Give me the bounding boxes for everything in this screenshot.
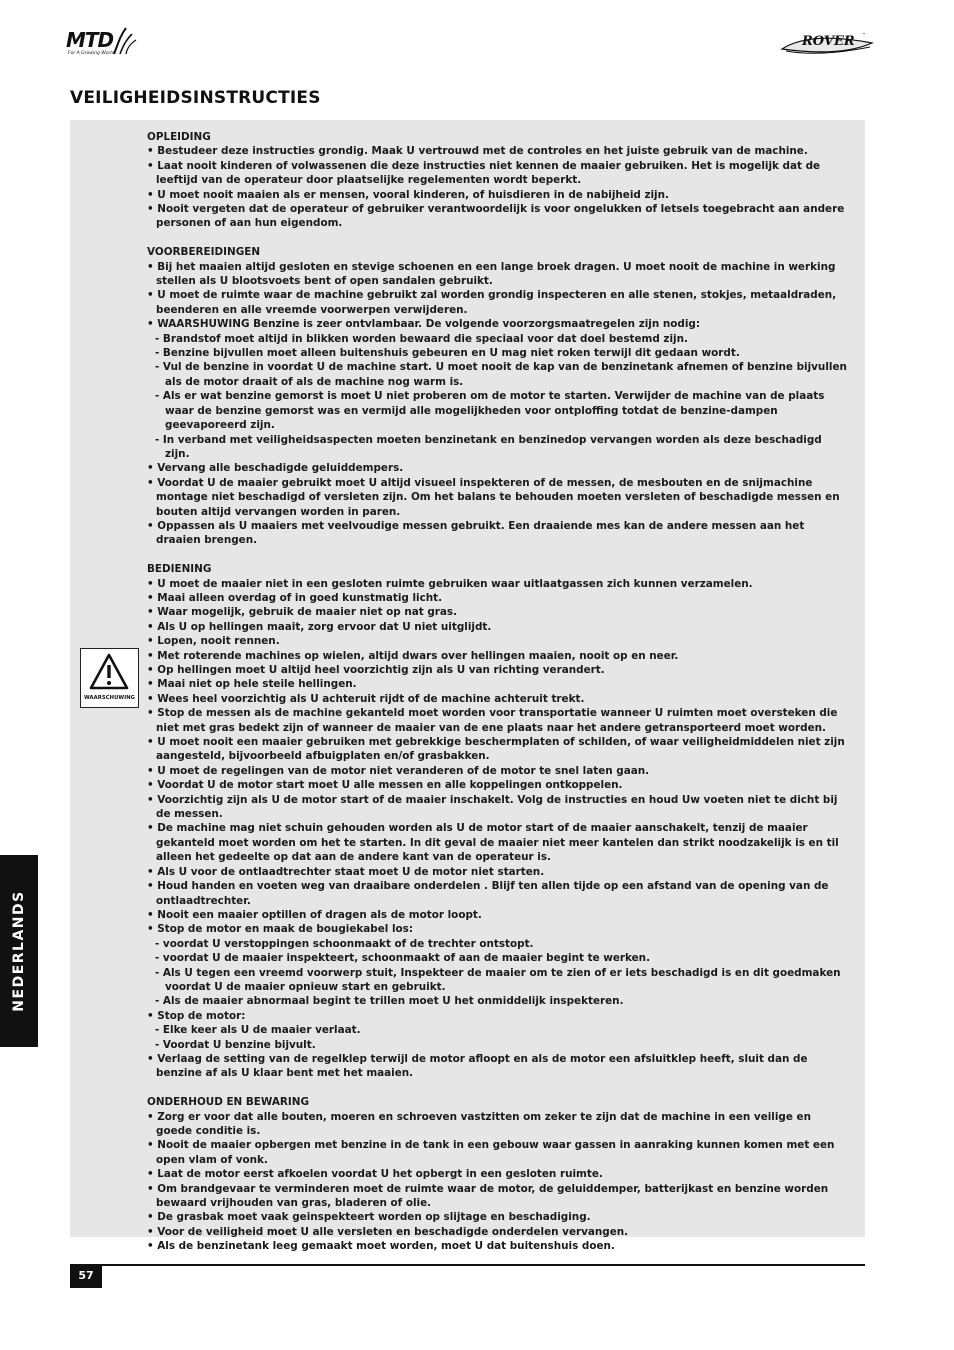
- sub-list-item: - Brandstof moet altijd in blikken worden bewaard die speciaal voor dat doel bestemd zijn.: [155, 332, 688, 345]
- sub-list-item: - Als er wat benzine gemorst is moet U niet proberen om de motor te starten. Verwijder de machine van de plaats waar de benzine gemorst was en vermijd alle mogelijkheden voor ontploffing totdat de benzine-dampen geevaporeerd zijn.: [155, 390, 825, 432]
- list-item: • Nooit vergeten dat de operateur of gebruiker verantwoordelijk is voor ongelukken of letsels toegebracht aan andere personen of aan hun eigendom.: [147, 203, 845, 230]
- rover-logo-text: ROVER: [802, 34, 855, 49]
- list-item: • Stop de messen als de machine gekanteld moet worden voor transportatie wanneer U ruimten moet oversteken die niet met gras bedekt zijn of wanneer de maaier van de ene plaats naar het andere getransporteerd moet worden.: [147, 707, 838, 734]
- language-tab: [0, 855, 38, 1047]
- section-spacer: [147, 548, 847, 562]
- section-heading: OPLEIDING: [147, 131, 211, 143]
- list-item: • Laat de motor eerst afkoelen voordat U het opbergt in een gesloten ruimte.: [147, 1168, 603, 1181]
- sub-list-item: - voordat U de maaier inspekteert, schoonmaakt of aan de maaier begint te werken.: [155, 952, 651, 965]
- list-item: • Met roterende machines op wielen, altijd dwars over hellingen maaien, nooit op en neer.: [147, 649, 679, 662]
- list-item: • Op hellingen moet U altijd heel voorzichtig zijn als U van richting verandert.: [147, 664, 605, 676]
- list-item: • Als de benzinetank leeg gemaakt moet worden, moet U dat buitenshuis doen.: [147, 1240, 615, 1253]
- list-item: • U moet de maaier niet in een gesloten ruimte gebruiken waar uitlaatgassen zich kunnen verzamelen.: [147, 577, 753, 590]
- list-item: • Maai niet op hele steile hellingen.: [147, 678, 357, 691]
- list-item: • Om brandgevaar te verminderen moet de ruimte waar de motor, de geluiddemper, batterijkast en benzine worden bewaard vrijhouden van gras, bladeren of olie.: [147, 1182, 829, 1210]
- list-item: • U moet nooit een maaier gebruiken met gebrekkige beschermplaten of schilden, of waar veiligheidmiddelen niet zijn aangesteld, bijvoorbeeld afbuigplaten en/of grasbakken.: [147, 736, 845, 763]
- warning-triangle-icon: [89, 653, 129, 691]
- sub-list-item: - Vul de benzine in voordat U de machine start. U moet nooit de kap van de benzinetank afnemen of benzine bijvullen als de motor draait of als de machine nog warm is.: [155, 361, 847, 388]
- mtd-logo-text: MTD: [66, 28, 114, 52]
- list-item: • De grasbak moet vaak geinspekteert worden op slijtage en beschadiging.: [147, 1211, 591, 1224]
- list-item: • Oppassen als U maaiers met veelvoudige messen gebruikt. Een draaiende mes kan de andere messen aan het draaien brengen.: [147, 519, 805, 547]
- mtd-grass-icon: [112, 26, 138, 56]
- mtd-logo: [66, 26, 140, 60]
- instructions-content: [147, 130, 847, 1254]
- warning-symbol: [80, 648, 139, 708]
- list-item: • Als U op hellingen maait, zorg ervoor dat U niet uitglijdt.: [147, 620, 492, 633]
- list-item: • Voordat U de motor start moet U alle messen en alle koppelingen ontkoppelen.: [147, 779, 623, 792]
- list-item: • U moet de ruimte waar de machine gebruikt zal worden grondig inspecteren en alle stenen, stokjes, metaaldraden, beenderen en alle vreemde voorwerpen verwijderen.: [147, 289, 837, 316]
- list-item: • Vervang alle beschadigde geluiddempers.: [147, 462, 404, 475]
- list-item: • Houd handen en voeten weg van draaibare onderdelen . Blijf ten allen tijde op een afstand van de opening van de ontlaadtrechter.: [147, 880, 829, 907]
- list-item: • Verlaag de setting van de regelklep terwijl de motor afloopt en als de motor een afsluitklep heeft, sluit dan de benzine af als U klaar bent met het maaien.: [147, 1052, 808, 1080]
- rover-emblem-icon: [780, 27, 876, 59]
- sub-list-item: - Als de maaier abnormaal begint te trillen moet U het onmiddelijk inspekteren.: [155, 995, 624, 1008]
- list-item: • Laat nooit kinderen of volwassenen die deze instructies niet kennen de maaier gebruiken. Het is mogelijk dat de leeftijd van de operateur door plaatselijke regelementen wordt beperkt.: [147, 159, 821, 187]
- list-item: • Als U voor de ontlaadtrechter staat moet U de motor niet starten.: [147, 865, 545, 878]
- list-item: • WAARSHUWING Benzine is zeer ontvlambaar. De volgende voorzorgsmaatregelen zijn nodig:: [147, 318, 701, 331]
- list-item: • Waar mogelijk, gebruik de maaier niet op nat gras.: [147, 606, 458, 619]
- sub-list-item: - voordat U verstoppingen schoonmaakt of de trechter ontstopt.: [155, 937, 534, 950]
- list-item: • U moet de regelingen van de motor niet veranderen of de motor te snel laten gaan.: [147, 764, 650, 777]
- language-tab-label: NEDERLANDS: [11, 890, 27, 1012]
- list-item: • U moet nooit maaien als er mensen, vooral kinderen, of huisdieren in de nabijheid zijn.: [147, 188, 669, 201]
- list-item: • Voor de veiligheid moet U alle versleten en beschadigde onderdelen vervangen.: [147, 1225, 629, 1238]
- section-spacer: [147, 231, 847, 245]
- list-item: • Voordat U de maaier gebruikt moet U altijd visueel inspekteren of de messen, de mesbouten en de snijmachine montage niet beschadigd of versleten zijn. Om het balans te behouden moeten versleten of beschadigde messen en bouten altijd vervangen worden in paren.: [147, 476, 840, 518]
- list-item: • Stop de motor:: [147, 1009, 246, 1022]
- section-heading: ONDERHOUD EN BEWARING: [147, 1096, 310, 1109]
- list-item: • Nooit de maaier opbergen met benzine in de tank in een gebouw waar gassen in aanraking kunnen komen met een open vlam of vonk.: [147, 1139, 835, 1166]
- list-item: • Maai alleen overdag of in goed kunstmatig licht.: [147, 591, 443, 604]
- footer-rule: [70, 1264, 865, 1266]
- sub-list-item: - Voordat U benzine bijvult.: [155, 1038, 316, 1051]
- list-item: • Wees heel voorzichtig als U achteruit rijdt of de machine achteruit trekt.: [147, 692, 585, 705]
- list-item: • Bij het maaien altijd gesloten en stevige schoenen en een lange broek dragen. U moet nooit de machine in werking stellen als U blootsvoets bent of open sandalen gebruikt.: [147, 260, 836, 288]
- page-number: 57: [70, 1264, 102, 1288]
- section-spacer: [147, 1081, 847, 1095]
- page-title: VEILIGHEIDSINSTRUCTIES: [70, 88, 321, 108]
- sub-list-item: - Als U tegen een vreemd voorwerp stuit, Inspekteer de maaier om te zien of er iets beschadigd is en dit goedmaken voordat U de maaier opnieuw start en gebruikt.: [155, 966, 841, 993]
- sub-list-item: - In verband met veiligheidsaspecten moeten benzinetank en benzinedop vervangen worden als deze beschadigd zijn.: [155, 433, 822, 460]
- section-heading: VOORBEREIDINGEN: [147, 246, 261, 259]
- rover-tm: ™: [862, 32, 866, 37]
- section-heading: BEDIENING: [147, 563, 212, 576]
- sub-list-item: - Elke keer als U de maaier verlaat.: [155, 1024, 361, 1037]
- list-item: • De machine mag niet schuin gehouden worden als U de motor start of de maaier aanschakelt, tenzij de maaier gekanteld moet worden om het te starten. In dit geval de maaier niet meer kantelen dan strikt noodzakelijk is en til alleen het gedeelte op dat aan de andere kant van de operateur is.: [147, 822, 839, 864]
- list-item: • Nooit een maaier optillen of dragen als de motor loopt.: [147, 908, 482, 921]
- sub-list-item: - Benzine bijvullen moet alleen buitenshuis gebeuren en U mag niet roken terwijl dit gedaan wordt.: [155, 347, 740, 360]
- list-item: • Bestudeer deze instructies grondig. Maak U vertrouwd met de controles en het juiste gebruik van de machine.: [147, 145, 808, 158]
- warning-label: WAARSCHUWING: [83, 695, 136, 701]
- list-item: • Stop de motor en maak de bougiekabel los:: [147, 923, 414, 936]
- rover-logo: [780, 27, 876, 59]
- mtd-tagline: For A Growing World: [68, 51, 115, 56]
- list-item: • Lopen, nooit rennen.: [147, 635, 280, 648]
- list-item: • Zorg er voor dat alle bouten, moeren en schroeven vastzitten om zeker te zijn dat de machine in een veilige en goede conditie is.: [147, 1110, 811, 1137]
- list-item: • Voorzichtig zijn als U de motor start of de maaier inschakelt. Volg de instructies en houd Uw voeten niet te dicht bij de messen.: [147, 793, 838, 821]
